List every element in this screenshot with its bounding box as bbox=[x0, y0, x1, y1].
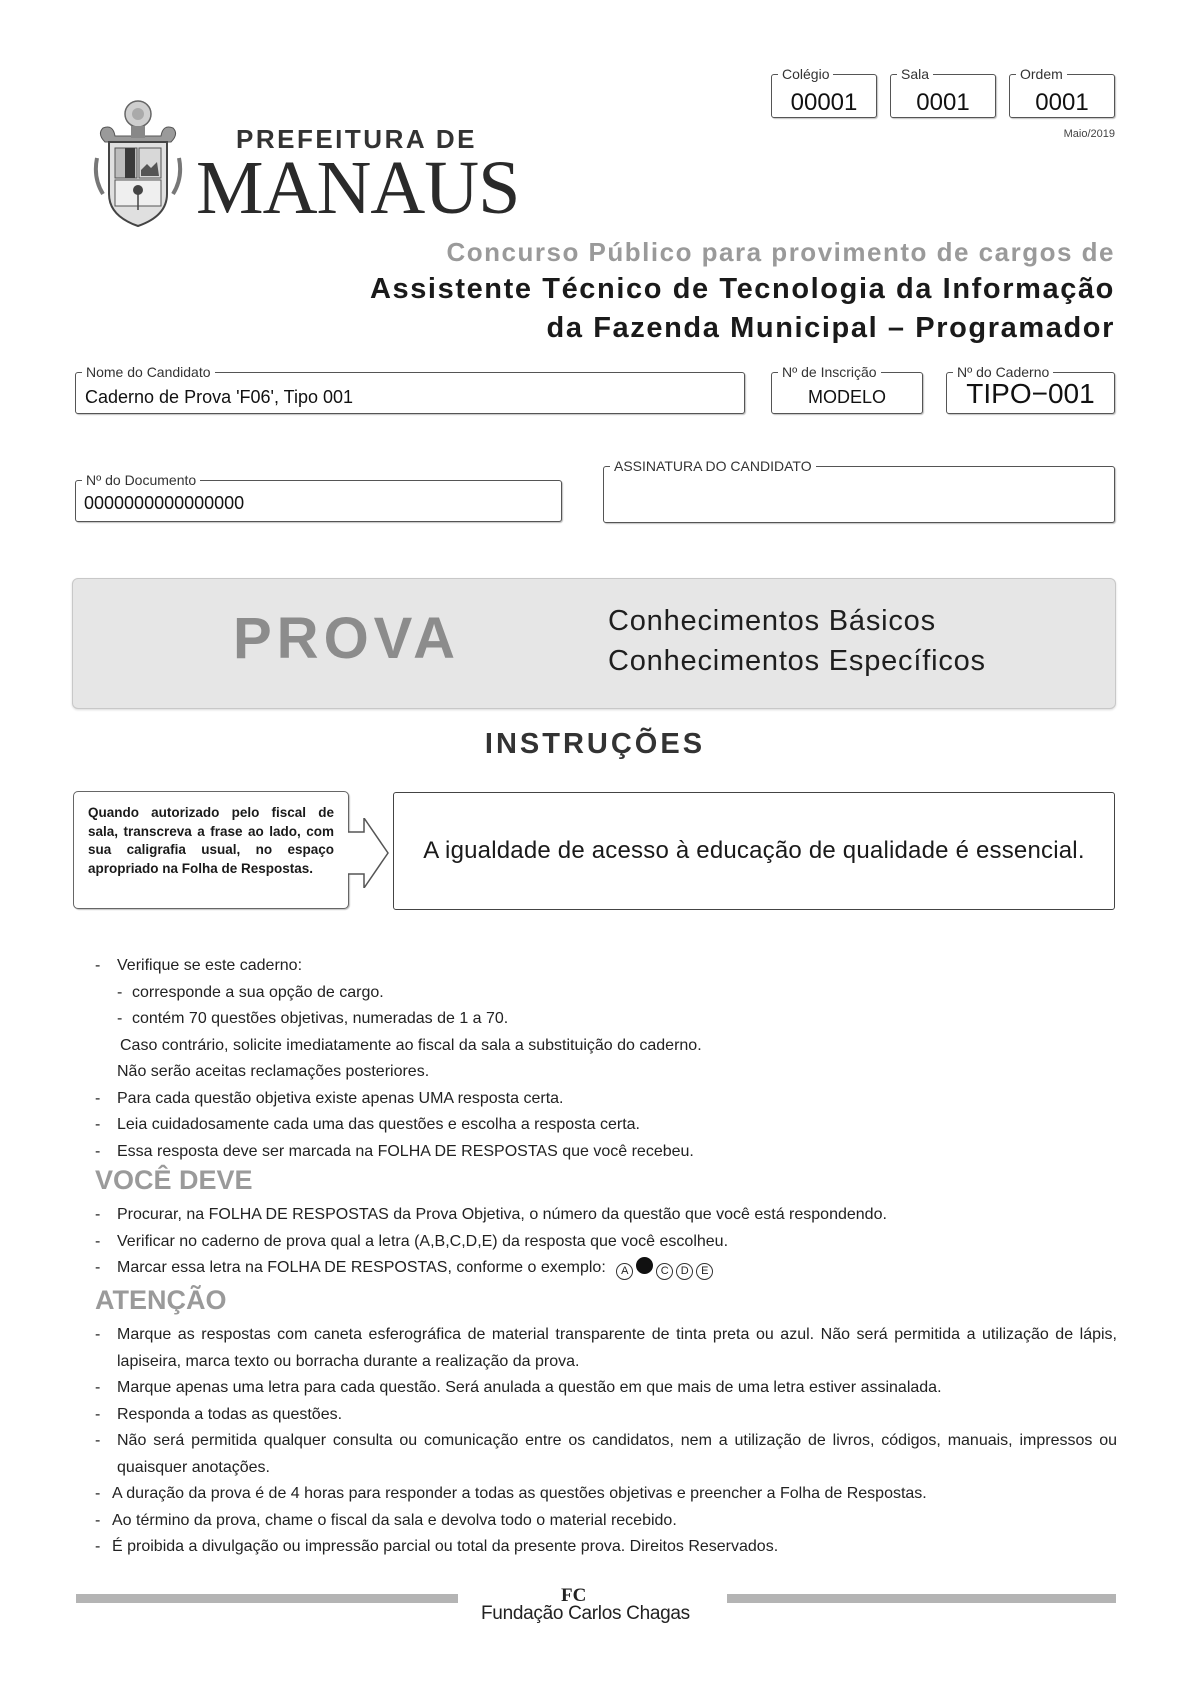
exam-subtitle: Concurso Público para provimento de cargos de bbox=[446, 237, 1115, 267]
prova-heading: PROVA bbox=[233, 606, 460, 671]
exam-title-line1: Assistente Técnico de Tecnologia da Informação bbox=[369, 273, 1115, 305]
bubble-c-icon: C bbox=[656, 1263, 673, 1280]
transcription-phrase bbox=[393, 792, 1115, 910]
bubble-e-icon: E bbox=[696, 1263, 713, 1280]
caderno-label: Nº do Caderno bbox=[953, 363, 1053, 381]
phrase-text: A igualdade de acesso à educação de qualidade é essencial. bbox=[423, 837, 1085, 864]
subject-especificos: Conhecimentos Específicos bbox=[608, 645, 986, 677]
signature-label: ASSINATURA DO CANDIDATO bbox=[610, 457, 816, 475]
footer-divider-right bbox=[727, 1594, 1116, 1603]
candidate-name-value: Caderno de Prova 'F06', Tipo 001 bbox=[85, 387, 354, 407]
coat-of-arms-icon bbox=[93, 98, 183, 230]
transcription-note: Quando autorizado pelo fiscal de sala, transcreva a frase ao lado, com sua caligrafia usual, no espaço apropriado na Folha de Respostas. bbox=[73, 791, 349, 909]
bubble-b-filled-icon bbox=[636, 1257, 653, 1274]
exam-date: Maio/2019 bbox=[1063, 128, 1115, 140]
footer-organization: Fundação Carlos Chagas bbox=[481, 1603, 690, 1624]
logo-manaus-text: MANAUS bbox=[196, 146, 520, 230]
sala-label: Sala bbox=[897, 65, 933, 83]
documento-field[interactable] bbox=[75, 472, 562, 522]
ordem-value: 0001 bbox=[1035, 89, 1089, 116]
ordem-box bbox=[1009, 66, 1115, 118]
bubble-d-icon: D bbox=[676, 1263, 693, 1280]
bubble-a-icon: A bbox=[616, 1263, 633, 1280]
candidate-name-field[interactable] bbox=[75, 364, 745, 414]
candidate-name-label: Nome do Candidato bbox=[82, 363, 215, 381]
ordem-label: Ordem bbox=[1016, 65, 1067, 83]
inscricao-value: MODELO bbox=[807, 387, 886, 407]
inscricao-label: Nº de Inscrição bbox=[778, 363, 881, 381]
prova-subjects bbox=[608, 601, 986, 681]
atencao-heading: ATENÇÃO bbox=[95, 1285, 227, 1315]
subject-basicos: Conhecimentos Básicos bbox=[608, 605, 936, 637]
exam-title-line2: da Fazenda Municipal – Programador bbox=[546, 312, 1115, 344]
instructions-title: INSTRUÇÕES bbox=[484, 728, 706, 760]
signature-field[interactable] bbox=[603, 458, 1115, 523]
caderno-value: TIPO−001 bbox=[966, 378, 1095, 409]
voce-deve-heading: VOCÊ DEVE bbox=[95, 1165, 253, 1195]
sala-box bbox=[890, 66, 996, 118]
prova-panel bbox=[72, 578, 1116, 709]
colegio-box bbox=[771, 66, 877, 118]
arrow-right-icon bbox=[348, 818, 390, 888]
sala-value: 0001 bbox=[916, 89, 970, 116]
fcc-logo-icon: FC bbox=[561, 1585, 587, 1606]
logo-prefeitura-text: PREFEITURA DE bbox=[236, 124, 477, 154]
documento-value: 0000000000000000 bbox=[84, 493, 245, 513]
colegio-value: 00001 bbox=[790, 89, 858, 116]
footer-divider-left bbox=[76, 1594, 458, 1603]
colegio-label: Colégio bbox=[778, 65, 833, 83]
caderno-field[interactable] bbox=[946, 364, 1115, 414]
answer-example-bubbles bbox=[616, 1257, 716, 1284]
documento-label: Nº do Documento bbox=[82, 471, 200, 489]
inscricao-field[interactable] bbox=[771, 364, 923, 414]
